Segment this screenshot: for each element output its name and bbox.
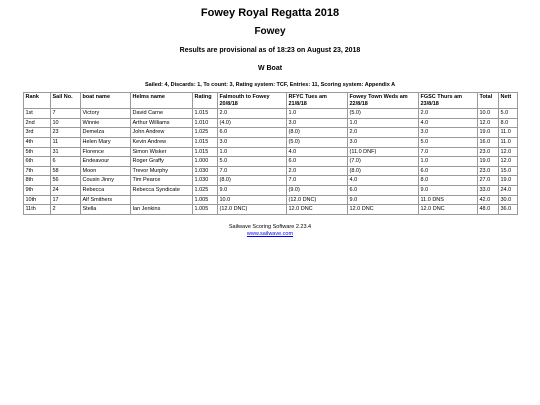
cell-race-3: (8.0)	[347, 166, 418, 176]
cell-race-1: (8.0)	[217, 176, 286, 186]
table-row	[23, 176, 517, 186]
cell-race-2: 3.0	[286, 118, 347, 128]
header-sail-number: Sail No.	[50, 93, 80, 109]
cell-nett: 15.0	[498, 166, 517, 176]
cell-race-4: 2.0	[418, 109, 477, 119]
cell-nett: 12.0	[498, 147, 517, 157]
series-summary: Sailed: 4, Discards: 1, To count: 3, Rating system: TCF, Entries: 11, Scoring system: Appendix A	[144, 82, 396, 88]
cell-race-1: 5.0	[217, 157, 286, 167]
cell-race-1: 3.0	[217, 137, 286, 147]
cell-sail-number: 2	[50, 205, 80, 215]
cell-rank: 10th	[23, 195, 50, 205]
cell-race-2: (8.0)	[286, 128, 347, 138]
cell-rank: 6th	[23, 157, 50, 167]
cell-total: 23.0	[477, 147, 498, 157]
cell-helm-name: John Andrew	[130, 128, 192, 138]
table-row	[23, 118, 517, 128]
cell-race-3: 4.0	[347, 176, 418, 186]
cell-rank: 1st	[23, 109, 50, 119]
cell-helm-name: Trevor Murphy	[130, 166, 192, 176]
cell-race-2: 6.0	[286, 157, 347, 167]
cell-helm-name: Tim Pearce	[130, 176, 192, 186]
cell-sail-number: 23	[50, 128, 80, 138]
cell-race-4: 9.0	[418, 185, 477, 195]
cell-rating: 1.005	[192, 195, 217, 205]
cell-race-2: (12.0 DNC)	[286, 195, 347, 205]
cell-race-2: (5.0)	[286, 137, 347, 147]
provisional-notice: Results are provisional as of 18:23 on August 23, 2018	[179, 47, 361, 54]
cell-race-2: (9.0)	[286, 185, 347, 195]
cell-rank: 9th	[23, 185, 50, 195]
cell-sail-number: 6	[50, 157, 80, 167]
cell-race-3: (7.0)	[347, 157, 418, 167]
cell-race-1: 1.0	[217, 147, 286, 157]
cell-helm-name: Roger Graffy	[130, 157, 192, 167]
cell-sail-number: 7	[50, 109, 80, 119]
cell-rating: 1.015	[192, 137, 217, 147]
cell-sail-number: 56	[50, 176, 80, 186]
cell-nett: 5.0	[498, 109, 517, 119]
cell-race-2: 12.0 DNC	[286, 205, 347, 215]
cell-rating: 1.030	[192, 176, 217, 186]
header-race-3: Fowey Town Weds am 22/8/18	[347, 93, 418, 109]
cell-rating: 1.025	[192, 185, 217, 195]
cell-rating: 1.015	[192, 109, 217, 119]
cell-race-3: 12.0 DNC	[347, 205, 418, 215]
cell-nett: 11.0	[498, 137, 517, 147]
header-race-1: Falmouth to Fowey 20/8/18	[217, 93, 286, 109]
cell-total: 10.0	[477, 109, 498, 119]
cell-rank: 3rd	[23, 128, 50, 138]
cell-race-4: 11.0 DNS	[418, 195, 477, 205]
cell-race-2: 7.0	[286, 176, 347, 186]
cell-race-1: 7.0	[217, 166, 286, 176]
cell-rank: 5th	[23, 147, 50, 157]
cell-nett: 11.0	[498, 128, 517, 138]
header-rating: Rating	[192, 93, 217, 109]
table-row	[23, 157, 517, 167]
cell-race-1: 9.0	[217, 185, 286, 195]
header-boat-name: boat name	[80, 93, 130, 109]
cell-rating: 1.030	[192, 166, 217, 176]
table-row	[23, 109, 517, 119]
cell-total: 27.0	[477, 176, 498, 186]
cell-race-4: 3.0	[418, 128, 477, 138]
cell-boat-name: Cousin Jinny	[80, 176, 130, 186]
cell-total: 42.0	[477, 195, 498, 205]
cell-helm-name: Simon Wisker	[130, 147, 192, 157]
cell-rank: 11th	[23, 205, 50, 215]
cell-race-2: 4.0	[286, 147, 347, 157]
cell-race-3: 1.0	[347, 118, 418, 128]
cell-nett: 8.0	[498, 118, 517, 128]
cell-rating: 1.015	[192, 147, 217, 157]
cell-helm-name: Rebecca Syndicate	[130, 185, 192, 195]
cell-rank: 8th	[23, 176, 50, 186]
cell-rating: 1.025	[192, 128, 217, 138]
software-credit: Sailwave Scoring Software 2.23.4	[228, 223, 312, 230]
header-race-4: FGSC Thurs am 23/8/18	[418, 93, 477, 109]
cell-helm-name	[130, 195, 192, 205]
cell-race-4: 6.0	[418, 166, 477, 176]
cell-race-4: 12.0 DNC	[418, 205, 477, 215]
venue-heading: Fowey	[254, 26, 286, 37]
cell-race-1: 2.0	[217, 109, 286, 119]
cell-total: 16.0	[477, 137, 498, 147]
header-helm-name: Helms name	[130, 93, 192, 109]
cell-total: 19.0	[477, 128, 498, 138]
cell-race-1: 10.0	[217, 195, 286, 205]
cell-nett: 36.0	[498, 205, 517, 215]
header-total: Total	[477, 93, 498, 109]
header-race-2: RFYC Tues am 21/8/18	[286, 93, 347, 109]
header-rank: Rank	[23, 93, 50, 109]
cell-race-2: 2.0	[286, 166, 347, 176]
table-header-row	[23, 93, 517, 109]
cell-race-4: 8.0	[418, 176, 477, 186]
cell-rating: 1.000	[192, 157, 217, 167]
cell-boat-name: Winnie	[80, 118, 130, 128]
cell-race-2: 1.0	[286, 109, 347, 119]
cell-rating: 1.010	[192, 118, 217, 128]
cell-race-3: 9.0	[347, 195, 418, 205]
table-row	[23, 137, 517, 147]
header-nett: Nett	[498, 93, 517, 109]
cell-total: 48.0	[477, 205, 498, 215]
table-row	[23, 205, 517, 215]
cell-boat-name: Stella	[80, 205, 130, 215]
cell-total: 33.0	[477, 185, 498, 195]
cell-race-4: 1.0	[418, 157, 477, 167]
cell-race-4: 4.0	[418, 118, 477, 128]
cell-sail-number: 10	[50, 118, 80, 128]
cell-rating: 1.005	[192, 205, 217, 215]
cell-total: 12.0	[477, 118, 498, 128]
cell-sail-number: 11	[50, 137, 80, 147]
cell-total: 23.0	[477, 166, 498, 176]
cell-helm-name: Arthur Williams	[130, 118, 192, 128]
cell-race-3: (11.0 DNF)	[347, 147, 418, 157]
page-title: Fowey Royal Regatta 2018	[200, 7, 340, 19]
cell-nett: 12.0	[498, 157, 517, 167]
cell-helm-name: Ian Jenkins	[130, 205, 192, 215]
class-heading: W Boat	[257, 65, 283, 72]
cell-nett: 30.0	[498, 195, 517, 205]
cell-boat-name: Helen Mary	[80, 137, 130, 147]
cell-boat-name: Victory	[80, 109, 130, 119]
cell-boat-name: Endeavour	[80, 157, 130, 167]
cell-nett: 24.0	[498, 185, 517, 195]
table-row	[23, 195, 517, 205]
cell-race-1: 6.0	[217, 128, 286, 138]
cell-sail-number: 17	[50, 195, 80, 205]
cell-race-3: 3.0	[347, 137, 418, 147]
cell-boat-name: Rebecca	[80, 185, 130, 195]
cell-rank: 7th	[23, 166, 50, 176]
cell-helm-name: Kevin Andrew	[130, 137, 192, 147]
cell-race-1: (12.0 DNC)	[217, 205, 286, 215]
page-footer	[0, 224, 540, 238]
sailwave-link[interactable]: www.sailwave.com	[246, 230, 294, 237]
cell-race-3: 2.0	[347, 128, 418, 138]
cell-boat-name: Moon	[80, 166, 130, 176]
cell-race-3: 6.0	[347, 185, 418, 195]
cell-boat-name: Alf Smithers	[80, 195, 130, 205]
cell-race-1: (4.0)	[217, 118, 286, 128]
results-table	[23, 92, 518, 215]
cell-rank: 4th	[23, 137, 50, 147]
cell-sail-number: 58	[50, 166, 80, 176]
cell-boat-name: Florence	[80, 147, 130, 157]
cell-race-4: 7.0	[418, 147, 477, 157]
table-row	[23, 147, 517, 157]
table-row	[23, 128, 517, 138]
cell-race-4: 5.0	[418, 137, 477, 147]
cell-rank: 2nd	[23, 118, 50, 128]
cell-nett: 19.0	[498, 176, 517, 186]
cell-helm-name: David Carne	[130, 109, 192, 119]
table-row	[23, 166, 517, 176]
cell-sail-number: 24	[50, 185, 80, 195]
cell-sail-number: 31	[50, 147, 80, 157]
cell-race-3: (5.0)	[347, 109, 418, 119]
cell-total: 19.0	[477, 157, 498, 167]
table-row	[23, 185, 517, 195]
cell-boat-name: Demelza	[80, 128, 130, 138]
